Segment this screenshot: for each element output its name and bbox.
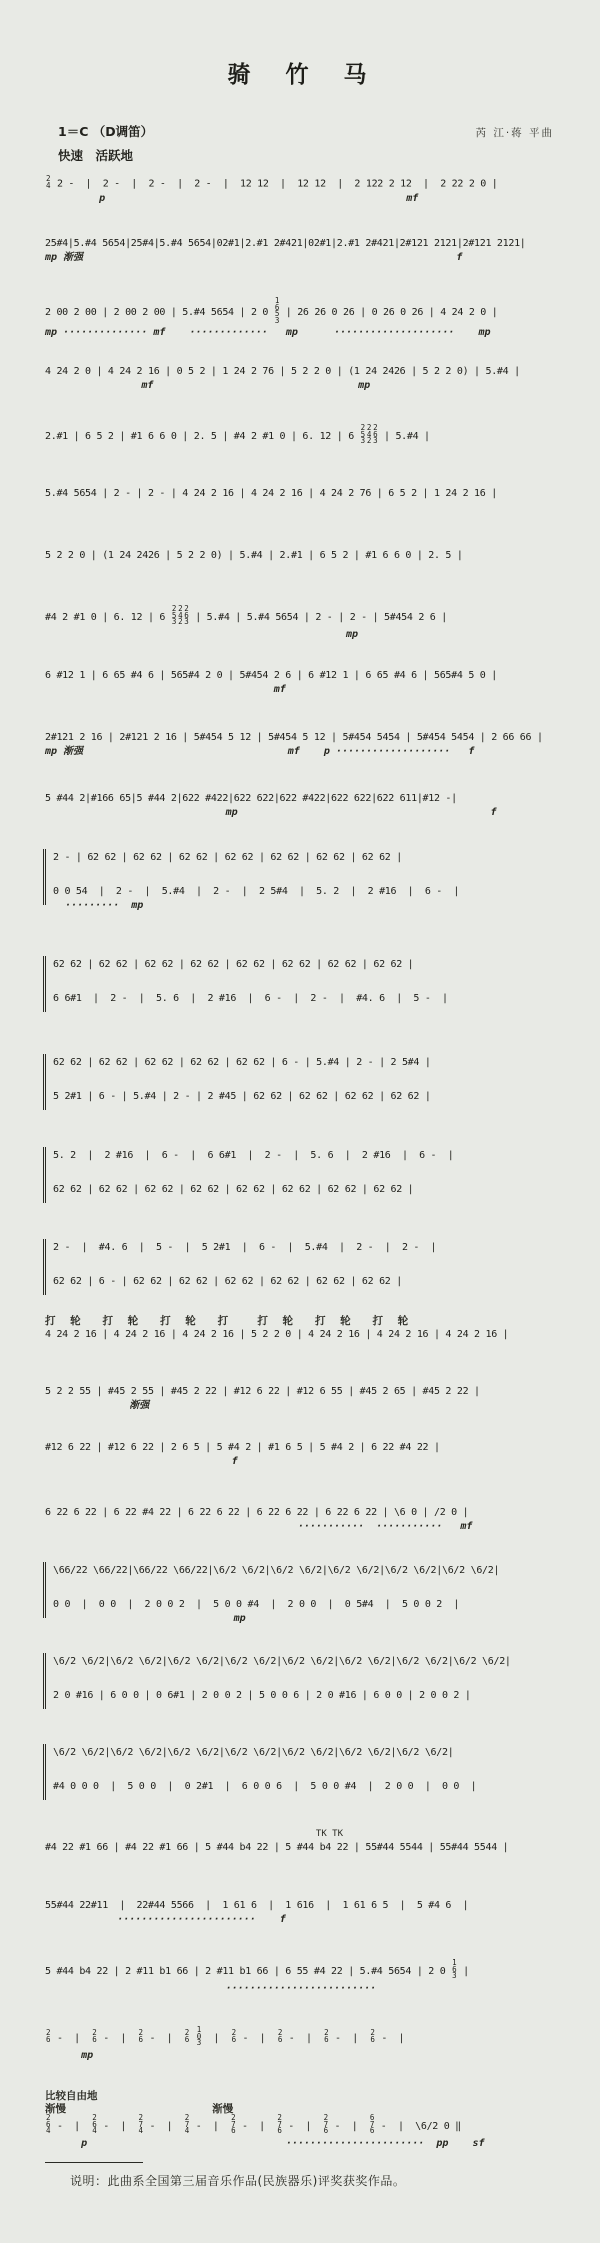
dynamics-row: mp 渐强 f: [45, 252, 463, 263]
notation-lower-voice: 0 0 | 0 0 | 2 0 0 2 | 5 0 0 #4 | 2 0 0 | 0 5#4 | 5 0 0 2 |: [53, 1599, 460, 1610]
notation-lower-voice: 5 2#1 | 6 - | 5.#4 | 2 - | 2 #45 | 62 62 | 62 62 | 62 62 | 62 62 |: [53, 1091, 431, 1102]
chord-stack: 6 7 6: [369, 2113, 375, 2135]
chord-stack: 2 6 3: [184, 604, 189, 626]
notation-notes: 4 24 2 0 | 4 24 2 16 | 0 5 2 | 1 24 2 76 | 5 2 2 0 | (1 24 2426 | 5 2 2 0) | 5.#4 |: [45, 366, 520, 377]
notation-line: [45, 1899, 557, 1926]
notation-notes: #4 2 #1 0 | 6. 12 | 6 2 5 3 2 4 2 2 6 3 | 5.#4 | 5.#4 5654 | 2 - | 2 - | 5#454 2 6 |: [45, 604, 447, 626]
chord-stack: 2 6: [277, 2028, 283, 2044]
dynamics-row: mp ·············· mf ············· mp ···················· mp: [45, 327, 491, 338]
notation-lower-voice: 2 0 #16 | 6 0 0 | 0 6#1 | 2 0 0 2 | 5 0 0 6 | 2 0 #16 | 6 0 0 | 2 0 0 2 |: [53, 1690, 471, 1701]
notation-upper-voice: \6/2 \6/2|\6/2 \6/2|\6/2 \6/2|\6/2 \6/2|\6/2 \6/2|\6/2 \6/2|\6/2 \6/2|\6/2 \6/2|: [53, 1656, 511, 1667]
notation-line: [45, 1506, 557, 1533]
notation-line: [45, 1828, 557, 1854]
chord-stack: 2 7 6: [231, 2113, 236, 2135]
notation-notes: 5 #44 2|#166 65|5 #44 2|622 #422|622 622|622 #422|622 622|622 611|#12 -|: [45, 793, 457, 804]
notation-notes: 6 22 6 22 | 6 22 #4 22 | 6 22 6 22 | 6 22 6 22 | 6 22 6 22 | \6 0 | /2 0 |: [45, 1507, 469, 1518]
notation-notes: 25#4|5.#4 5654|25#4|5.#4 5654|02#1|2.#1 2#421|02#1|2.#1 2#421|2#121 2121|2#121 2121|: [45, 238, 526, 249]
notation-line: [45, 2025, 557, 2062]
tempo-marking: 快速 活跃地: [58, 148, 134, 163]
composer-credit: 芮 江·蒋 平曲: [475, 127, 554, 139]
footnote-divider: [45, 2162, 143, 2163]
chord-stack: 2 4 2: [366, 423, 372, 445]
notation-upper-voice: 5. 2 | 2 #16 | 6 - | 6 6#1 | 2 - | 5. 6 | 2 #16 | 6 - |: [53, 1150, 454, 1161]
key-signature: 1＝C （D调笛）: [58, 124, 154, 139]
notation-line: [45, 237, 557, 264]
dynamics-row: p mf: [45, 192, 419, 204]
notation-notes: #12 6 22 | #12 6 22 | 2 6 5 | 5 #4 2 | #1 6 5 | 5 #4 2 | 6 22 #4 22 |: [45, 1442, 440, 1453]
notation-lower-voice: 62 62 | 62 62 | 62 62 | 62 62 | 62 62 | 62 62 | 62 62 | 62 62 |: [53, 1184, 414, 1195]
notation-line: [45, 669, 557, 696]
chord-stack: 2 6 4: [92, 2113, 97, 2135]
duet-system: [45, 1655, 565, 1702]
chord-stack: 2 4 2: [178, 604, 183, 626]
chord-stack: 2 6: [184, 2028, 190, 2044]
notation-notes: 2 00 2 00 | 2 00 2 00 | 5.#4 5654 | 2 0 1 6 5 3 | 26 26 0 26 | 0 26 0 26 | 4 24 2 0 |: [45, 296, 498, 325]
dynamics-row: mp: [45, 2049, 94, 2061]
dynamics-row: mf mp: [45, 380, 371, 391]
dynamics-row: mp: [45, 628, 359, 640]
dynamics-row: mp f: [45, 807, 497, 818]
notation-notes: 5 #44 b4 22 | 2 #11 b1 66 | 2 #11 b1 66 | 6 55 #4 22 | 5.#4 5654 | 2 0 1 6 3 |: [45, 1958, 469, 1980]
chord-stack: 2 6: [370, 2028, 375, 2044]
dynamics-row: p ······················· pp sf: [45, 2137, 485, 2149]
ornament-row: 打 轮 打 轮 打 轮 打 打 轮 打 轮 打 轮: [45, 1315, 409, 1327]
notation-notes: 5 2 2 55 | #45 2 55 | #45 2 22 | #12 6 22 | #12 6 55 | #45 2 65 | #45 2 22 |: [45, 1386, 480, 1397]
duet-system: [45, 1564, 565, 1625]
footnote: 说明：此曲系全国第三届音乐作品(民族器乐)评奖获奖作品。: [70, 2174, 406, 2188]
chord-stack: 2 6 4: [46, 2113, 51, 2135]
dynamics-row: ········· mp: [53, 900, 144, 911]
ornament-row: TK TK: [45, 1829, 344, 1839]
chord-stack: 2 6: [92, 2028, 97, 2044]
notation-line: [45, 423, 557, 446]
notation-notes: 2 4 2 - | 2 - | 2 - | 2 - | 12 12 | 12 12 | 2 122 2 12 | 2 22 2 0 |: [46, 174, 498, 190]
chord-stack: 2 6: [138, 2028, 143, 2044]
notation-line: [45, 792, 557, 819]
notation-upper-voice: 62 62 | 62 62 | 62 62 | 62 62 | 62 62 | 6 - | 5.#4 | 2 - | 2 5#4 |: [53, 1057, 431, 1068]
notation-lower-voice: #4 0 0 0 | 5 0 0 | 0 2#1 | 6 0 0 6 | 5 0 0 #4 | 2 0 0 | 0 0 |: [53, 1781, 477, 1792]
notation-line: [45, 296, 557, 339]
notation-notes: 2.#1 | 6 5 2 | #1 6 6 0 | 2. 5 | #4 2 #1 0 | 6. 12 | 6 2 5 3 2 4 2 2 6 3 | 5.#4 |: [45, 423, 430, 445]
notation-upper-voice: 2 - | #4. 6 | 5 - | 5 2#1 | 6 - | 5.#4 | 2 - | 2 - |: [53, 1242, 437, 1253]
notation-line: [45, 731, 557, 758]
dynamics-row: ······················· f: [45, 1914, 286, 1925]
notation-line: [45, 2090, 557, 2150]
notation-area: [45, 0, 557, 2243]
notation-line: [45, 604, 557, 641]
chord-stack: 2 5 3: [360, 423, 365, 445]
ornament-row: 比较自由地: [45, 2090, 98, 2102]
chord-stack: 2 6: [231, 2028, 236, 2044]
dynamics-row: f: [45, 1456, 238, 1467]
notation-notes: 5 2 2 0 | (1 24 2426 | 5 2 2 0) | 5.#4 | 2.#1 | 6 5 2 | #1 6 6 0 | 2. 5 |: [45, 550, 463, 561]
duet-system: [45, 958, 565, 1005]
chord-stack: 2 4: [46, 174, 51, 190]
notation-line: [45, 1385, 557, 1412]
notation-lower-voice: 0 0 54 | 2 - | 5.#4 | 2 - | 2 5#4 | 5. 2 | 2 #16 | 6 - |: [53, 886, 460, 897]
notation-line: [45, 174, 557, 205]
notation-line: [45, 1958, 557, 1995]
dynamics-row: mf: [45, 684, 286, 695]
notation-upper-voice: 62 62 | 62 62 | 62 62 | 62 62 | 62 62 | 62 62 | 62 62 | 62 62 |: [53, 959, 414, 970]
duet-system: [45, 1056, 565, 1103]
dynamics-row: 渐强: [45, 1400, 150, 1411]
chord-stack: 2 7 6: [277, 2113, 282, 2135]
notation-line: [45, 1441, 557, 1468]
notation-notes: 4 24 2 16 | 4 24 2 16 | 4 24 2 16 | 5 2 2 0 | 4 24 2 16 | 4 24 2 16 | 4 24 2 16 |: [45, 1329, 509, 1340]
chord-stack: 1 6 3: [452, 1958, 457, 1980]
chord-stack: 2 5 3: [171, 604, 177, 626]
chord-stack: 2 7 4: [138, 2113, 143, 2135]
notation-upper-voice: \66/22 \66/22|\66/22 \66/22|\6/2 \6/2|\6/2 \6/2|\6/2 \6/2|\6/2 \6/2|\6/2 \6/2|: [53, 1565, 500, 1576]
notation-lower-voice: 6 6#1 | 2 - | 5. 6 | 2 #16 | 6 - | 2 - | #4. 6 | 5 - |: [53, 993, 448, 1004]
chord-stack: 2 6: [324, 2028, 329, 2044]
notation-notes: 55#44 22#11 | 22#44 5566 | 1 61 6 | 1 616 | 1 61 6 5 | 5 #4 6 |: [45, 1900, 469, 1911]
notation-notes: 2 6 4 - | 2 6 4 - | 2 7 4 - | 2 7 4 - | 2 7 6 - | 2 7 6 - | 2 7 6 - | 6 7 6 - | \6/2 0 ‖: [46, 2113, 461, 2135]
chord-stack: 2 6: [46, 2028, 51, 2044]
chord-stack: 2 7 4: [184, 2113, 190, 2135]
notation-line: [45, 549, 557, 562]
tempo-change-row: 渐慢 渐慢: [45, 2103, 234, 2115]
dynamics-row: ·························: [45, 1982, 377, 1994]
notation-line: [45, 365, 557, 392]
duet-system: [45, 1746, 565, 1793]
notation-notes: 2 6 - | 2 6 - | 2 6 - | 2 6 1 0 3 | 2 6 - | 2 6 - | 2 6 - | 2 6 - |: [46, 2025, 405, 2047]
chord-stack: 2 6 3: [373, 423, 378, 445]
duet-system: [45, 851, 565, 912]
page-title: 骑 竹 马: [227, 62, 373, 88]
notation-notes: 5.#4 5654 | 2 - | 2 - | 4 24 2 16 | 4 24 2 16 | 4 24 2 76 | 6 5 2 | 1 24 2 16 |: [45, 488, 497, 499]
dynamics-row: mp 渐强 mf p ··················· f: [45, 746, 475, 757]
notation-upper-voice: \6/2 \6/2|\6/2 \6/2|\6/2 \6/2|\6/2 \6/2|\6/2 \6/2|\6/2 \6/2|\6/2 \6/2|: [53, 1747, 454, 1758]
notation-notes: 6 #12 1 | 6 65 #4 6 | 565#4 2 0 | 5#454 2 6 | 6 #12 1 | 6 65 #4 6 | 565#4 5 0 |: [45, 670, 497, 681]
chord-stack: 2 7 6: [323, 2113, 328, 2135]
dynamics-row: mp: [53, 1613, 246, 1624]
notation-lower-voice: 62 62 | 6 - | 62 62 | 62 62 | 62 62 | 62 62 | 62 62 | 62 62 |: [53, 1276, 402, 1287]
dynamics-row: ··········· ··········· mf: [45, 1521, 473, 1532]
notation-line: [45, 1315, 557, 1341]
duet-system: [45, 1241, 565, 1288]
notation-notes: #4 22 #1 66 | #4 22 #1 66 | 5 #44 b4 22 | 5 #44 b4 22 | 55#44 5544 | 55#44 5544 |: [45, 1842, 509, 1853]
notation-upper-voice: 2 - | 62 62 | 62 62 | 62 62 | 62 62 | 62 62 | 62 62 | 62 62 |: [53, 852, 402, 863]
notation-notes: 2#121 2 16 | 2#121 2 16 | 5#454 5 12 | 5#454 5 12 | 5#454 5454 | 5#454 5454 | 2 66 66 |: [45, 732, 543, 743]
notation-line: [45, 487, 557, 500]
chord-stack: 1 6 5 3: [274, 296, 280, 325]
chord-stack: 1 0 3: [196, 2025, 201, 2047]
duet-system: [45, 1149, 565, 1196]
